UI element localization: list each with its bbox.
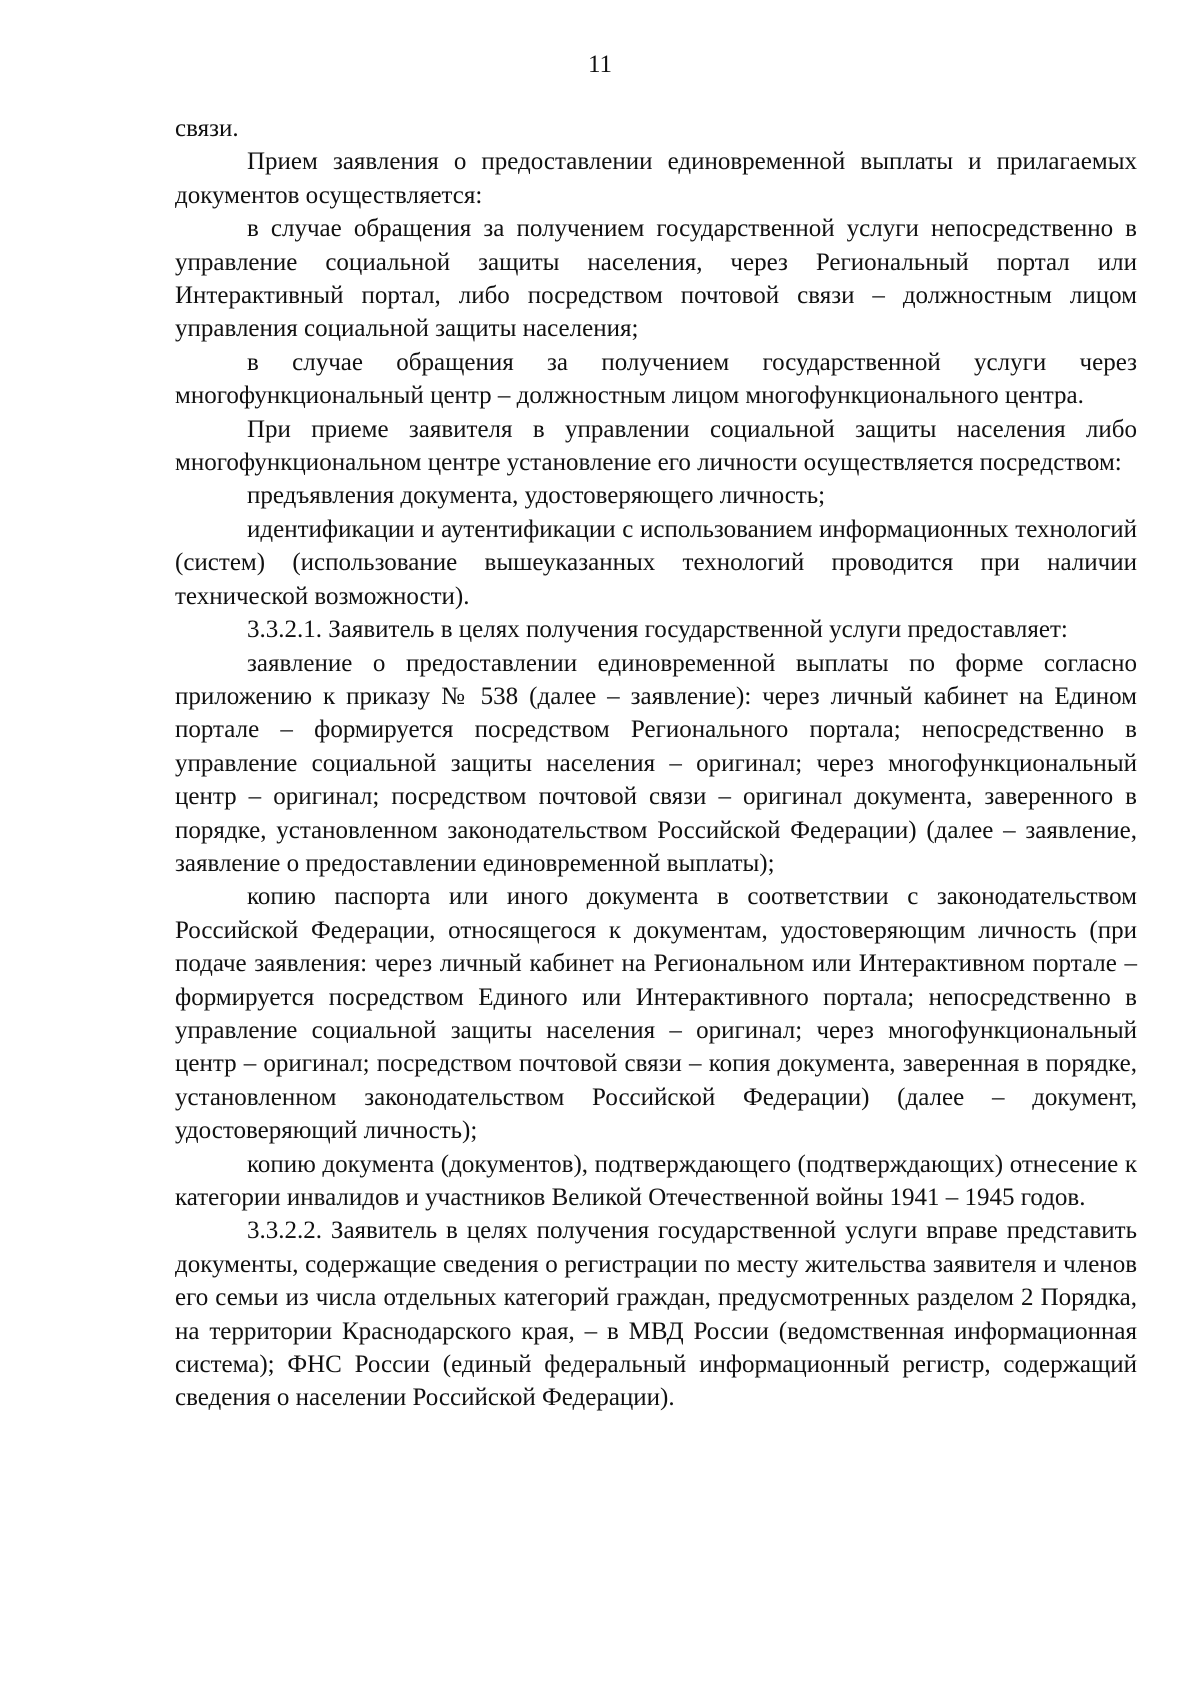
page-number: 11 — [587, 51, 613, 78]
paragraph-identity-document: предъявления документа, удостоверяющего личность; — [247, 482, 826, 510]
paragraph-continuation: связи. — [175, 115, 239, 142]
paragraph-identity-verification: При приеме заявителя в управлении социальной защиты населения либо многофункциональном центре установление его личности осуществляется посредством: — [175, 415, 1137, 477]
paragraph-section-3-3-2-1: 3.3.2.1. Заявитель в целях получения государственной услуги предоставляет: — [247, 616, 1068, 644]
paragraph-category-document: копию документа (документов), подтверждающего (подтверждающих) отнесение к категории инвалидов и участников Великой Отечественной войны 1941 – 1945 годов. — [175, 1150, 1137, 1211]
paragraph-social-protection-case: в случае обращения за получением государственной услуги непосредственно в управление социальной защиты населения, через Региональный портал или Интерактивный портал, либо посредством почтовой связи – должностным лицом управления социальной защиты населения; — [175, 215, 1137, 343]
paragraph-identification-authentication: идентификации и аутентификации с использованием информационных технологий (систем) (использование вышеуказанных технологий проводится при наличии технической возможности). — [175, 515, 1137, 610]
paragraph-application-form: заявление о предоставлении единовременной выплаты по форме согласно приложению к приказу № 538 (далее – заявление): через личный кабинет на Едином портале – формируется посредством Регионального портала; непосредственно в управление социальной защиты населения – оригинал; через многофункциональный центр – оригинал; посредством почтовой связи – оригинал документа, заверенного в порядке, установленном законодательством Российской Федерации) (далее – заявление, заявление о предоставлении единовременной выплаты); — [175, 649, 1137, 877]
paragraph-application-acceptance: Прием заявления о предоставлении единовременной выплаты и прилагаемых документов осуществляется: — [175, 148, 1137, 209]
paragraph-passport-copy: копию паспорта или иного документа в соответствии с законодательством Российской Федерации, относящегося к документам, удостоверяющим личность (при подаче заявления: через личный кабинет на Региональном или Интерактивном портале – формируется посредством Единого или Интерактивного портала; непосредственно в управление социальной защиты населения – оригинал; через многофункциональный центр – оригинал; посредством почтовой связи – копия документа, заверенная в порядке, установленном законодательством Российской Федерации) (далее – документ, удостоверяющий личность); — [175, 883, 1137, 1145]
paragraph-mfc-case: в случае обращения за получением государственной услуги через многофункциональный центр – должностным лицом многофункционального центра. — [175, 348, 1137, 410]
document-body — [175, 112, 1137, 1415]
paragraph-section-3-3-2-2: 3.3.2.2. Заявитель в целях получения государственной услуги вправе представить документы, содержащие сведения о регистрации по месту жительства заявителя и членов его семьи из числа отдельных категорий граждан, предусмотренных разделом 2 Порядка, на территории Краснодарского края, – в МВД России (ведомственная информационная система); ФНС России (единый федеральный информационный регистр, содержащий сведения о населении Российской Федерации). — [175, 1217, 1137, 1412]
